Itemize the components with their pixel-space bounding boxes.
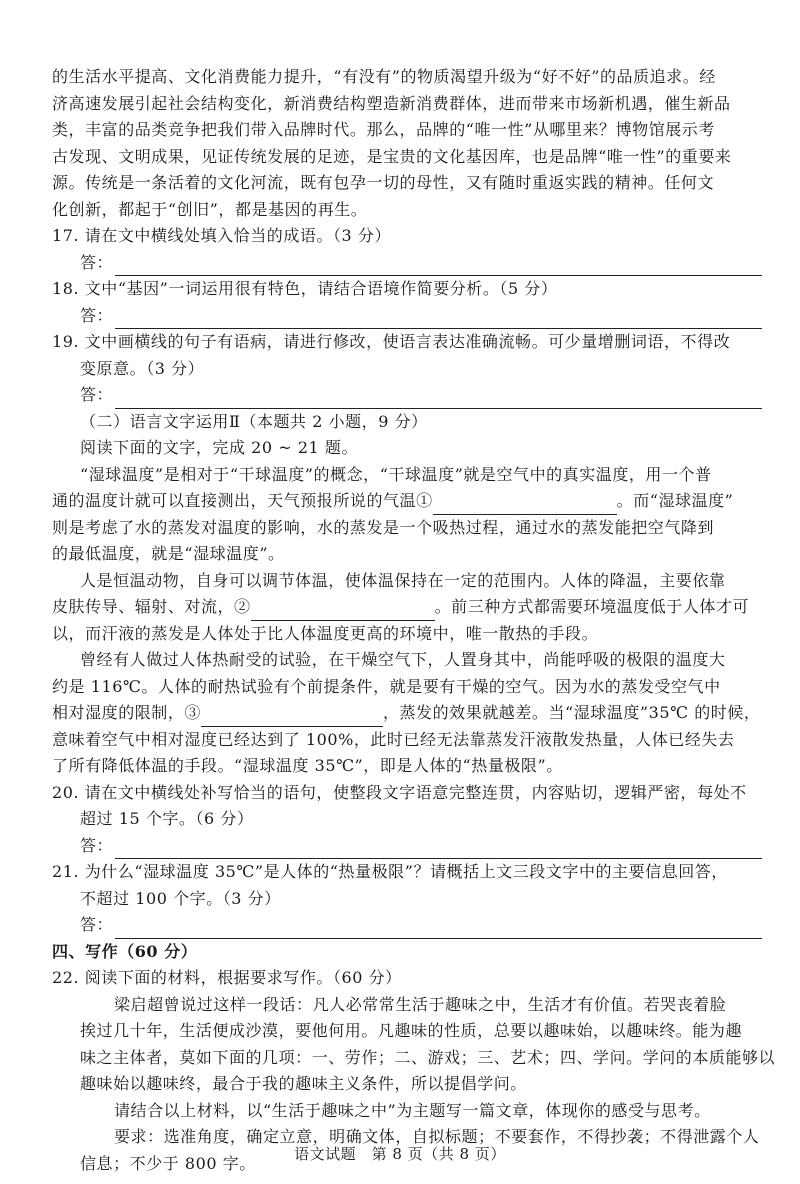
para2-line: 人是恒温动物，自身可以调节体温，使体温保持在一定的范围内。人体的降温，主要依靠: [80, 570, 726, 590]
passage-line: 类，丰富的品类竞争把我们带入品牌时代。那么，品牌的“唯一性”从哪里来？博物馆展示考: [52, 120, 715, 139]
question-21: 21. 为什么“湿球温度 35℃”是人体的“热量极限”？请概括上文三段文字中的主要信息回答，: [52, 862, 728, 881]
para3-line: 了所有降低体温的手段。“湿球温度 35℃”，即是人体的“热量极限”。: [52, 756, 563, 775]
answer-row-20: [52, 833, 762, 860]
writing-task: 请结合以上材料，以“生活于趣味之中”为主题写一篇文章，体现你的感受与思考。: [114, 1100, 711, 1120]
section-two-heading: （二）语言文字运用Ⅱ（本题共 2 小题，9 分）: [80, 411, 428, 431]
material-line: 挨过几十年，生活便成沙漠，要他何用。凡趣味的性质，总要以趣味始，以趣味终。能为趣: [80, 1021, 743, 1040]
answer-line-21[interactable]: [115, 919, 762, 939]
para3-text: ，蒸发的效果就越差。当“湿球温度”35℃ 的时候，: [382, 703, 761, 722]
material-line: 味之主体者，莫如下面的几项：一、劳作；二、游戏；三、艺术；四、学问。学问的本质能够以: [80, 1047, 776, 1067]
question-20-cont: 超过 15 个字。（6 分）: [80, 809, 254, 828]
answer-label: 答：: [80, 915, 114, 934]
passage-line: 的生活水平提高、文化消费能力提升，“有没有”的物质渴望升级为“好不好”的品质追求。经: [52, 67, 716, 86]
para1-text: 。而“湿球温度”: [616, 491, 734, 510]
answer-line-19[interactable]: [115, 389, 762, 409]
question-19: 19. 文中画横线的句子有语病，请进行修改，使语言表达准确流畅。可少量增删词语，不得改: [52, 332, 731, 351]
para2-text: 皮肤传导、辐射、对流，②: [52, 597, 251, 616]
para1-line: 的最低温度，就是“湿球温度”。: [52, 544, 285, 563]
question-21-cont: 不超过 100 个字。（3 分）: [80, 888, 281, 908]
blank-1[interactable]: [433, 495, 617, 515]
answer-line-18[interactable]: [115, 309, 762, 329]
answer-label: 答：: [80, 305, 114, 325]
para2-line: [52, 594, 762, 621]
answer-label: 答：: [80, 835, 114, 855]
answer-row-21: [52, 912, 762, 939]
material-line: 趣味始以趣味终，最合于我的趣味主义条件，所以提倡学问。: [80, 1074, 527, 1093]
material-line: 梁启超曾说过这样一段话：凡人必常常生活于趣味之中，生活才有价值。若哭丧着脸: [114, 994, 727, 1014]
passage-line: 古发现、文明成果，见证传统发展的足迹，是宝贵的文化基因库，也是品牌“唯一性”的重要来: [52, 146, 732, 166]
answer-row-19: [52, 382, 762, 409]
para1-line: [52, 488, 762, 515]
para1-line: 则是考虑了水的蒸发对温度的影响，水的蒸发是一个吸热过程，通过水的蒸发能把空气降到: [52, 517, 715, 537]
para3-text: 相对湿度的限制，③: [52, 703, 201, 722]
para3-line: 约是 116℃。人体的耐热试验有个前提条件，就是要有干燥的空气。因为水的蒸发受空气中: [52, 676, 721, 696]
para3-line: 意味着空气中相对湿度已经达到了 100%，此时已经无法靠蒸发汗液散发热量，人体已经失去: [52, 729, 735, 749]
answer-line-17[interactable]: [115, 256, 762, 276]
answer-row-18: [52, 303, 762, 330]
section-four-heading: 四、写作（60 分）: [52, 941, 198, 961]
para1-text: 通的温度计就可以直接测出，天气预报所说的气温①: [52, 491, 433, 510]
question-20: 20. 请在文中横线处补写恰当的语句，使整段文字语意完整连贯，内容贴切，逻辑严密，每处不: [52, 782, 747, 802]
para3-line: 曾经有人做过人体热耐受的试验，在干燥空气下，人置身其中，尚能呼吸的极限的温度大: [80, 650, 726, 669]
section-two-instruction: 阅读下面的文字，完成 20 ~ 21 题。: [80, 438, 359, 457]
question-18: 18. 文中“基因”一词运用很有特色，请结合语境作简要分析。（5 分）: [52, 279, 558, 298]
answer-label: 答：: [80, 385, 114, 404]
blank-2[interactable]: [251, 601, 435, 621]
question-19-cont: 变原意。（3 分）: [80, 358, 205, 378]
answer-row-17: [52, 250, 762, 277]
passage-line: 济高速发展引起社会结构变化，新消费结构塑造新消费群体，进而带来市场新机遇，催生新品: [52, 93, 731, 113]
requirements-line: 信息；不少于 800 字。: [80, 1153, 256, 1173]
passage-line: 化创新，都起于“创旧”，都是基因的再生。: [52, 199, 368, 219]
answer-line-20[interactable]: [115, 839, 762, 859]
para3-line: [52, 700, 762, 727]
page-content: [52, 64, 776, 1177]
blank-3[interactable]: [201, 707, 383, 727]
passage-line: 源。传统是一条活着的文化河流，既有包孕一切的母性，又有随时重返实践的精神。任何文: [52, 173, 715, 192]
page-footer: 语文试题 第 8 页（共 8 页）: [294, 1145, 506, 1163]
para1-line: “湿球温度”是相对于“干球温度”的概念，“干球温度”就是空气中的真实温度，用一个普: [80, 464, 712, 484]
para2-text: 。前三种方式都需要环境温度低于人体才可: [434, 597, 750, 616]
para2-line: 以，而汗液的蒸发是人体处于比人体温度更高的环境中，唯一散热的手段。: [52, 623, 599, 643]
answer-label: 答：: [80, 252, 114, 272]
requirements-line: 要求：选准角度，确定立意，明确文体，自拟标题；不要套作，不得抄袭；不得泄露个人: [114, 1127, 760, 1146]
question-17: 17. 请在文中横线处填入恰当的成语。（3 分）: [52, 226, 391, 245]
question-22: 22. 阅读下面的材料，根据要求写作。（60 分）: [52, 968, 402, 987]
